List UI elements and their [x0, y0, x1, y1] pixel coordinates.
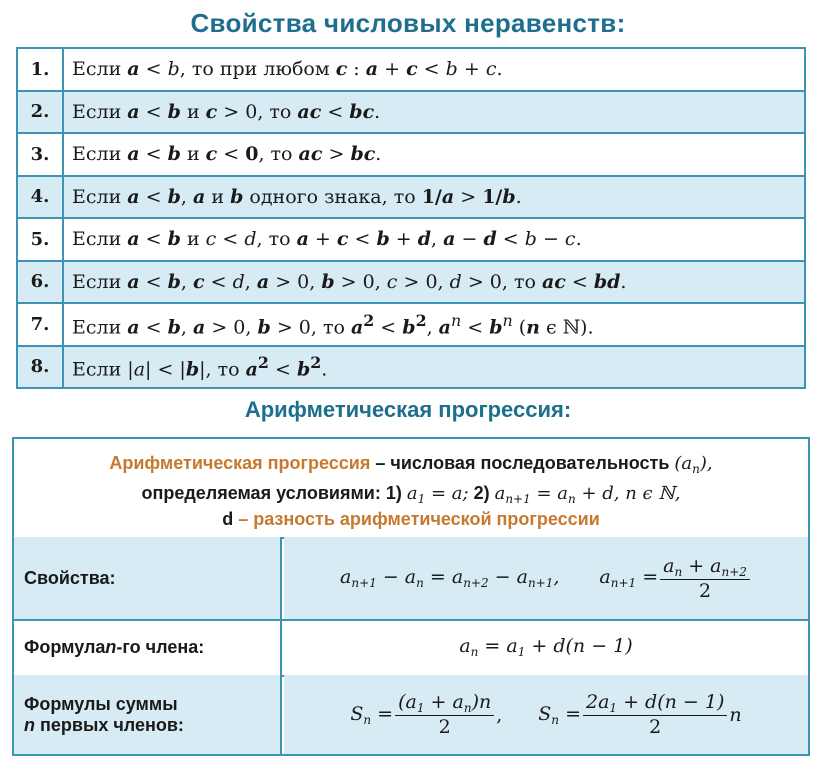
row-number: 7. — [17, 303, 63, 346]
table-row — [17, 303, 805, 346]
definition-line-1 — [14, 453, 808, 476]
row-number: 5. — [17, 218, 63, 261]
progression-term: Арифметическая прогрессия — [109, 453, 371, 473]
inequality-text: Если a < b, a и b одного знака, то 1/a > 1/b. — [63, 176, 805, 219]
label-text: первых членов: — [35, 714, 184, 735]
inequality-text: Если a < b, то при любом c : a + c < b + c. — [63, 48, 805, 91]
inequality-text: Если a < b и c < d, то a + c < b + d, a − d < b − c. — [63, 218, 805, 261]
progression-title: Арифметическая прогрессия: — [244, 397, 572, 422]
table-row — [17, 133, 805, 176]
properties-formula: $a_{n+1} - a_n = a_{n+2} - a_{n+1}$, $a_{n+1}$ = $\frac{a_n + a_{n+2}}{2}$ — [284, 537, 808, 619]
sum-formula: $S_n$ = $\frac{(a_1 + a_n)n}{2}$ , $S_n$ = $\frac{2a_1 + d(n - 1)}{2}$ n — [284, 675, 808, 754]
label-n: n — [105, 636, 117, 657]
sum-label — [14, 675, 282, 754]
progression-definition — [14, 439, 808, 539]
inequality-text: Если a < b, a > 0, b > 0, то $a^2 < b^2$, $a^n < b^n$ (n ϵ ℕ). — [63, 303, 805, 346]
progression-table — [12, 437, 810, 756]
nth-term-formula: $a_n = a_1 + d(n - 1)$ — [459, 635, 633, 659]
table-row — [17, 261, 805, 304]
inequalities-table — [16, 47, 806, 389]
table-row — [17, 218, 805, 261]
inequality-text: Если |a| < |b|, то $a^2 < b^2$. — [63, 346, 805, 389]
definition-text: – — [233, 509, 254, 529]
condition-1: $a_1 = a$; — [406, 483, 469, 506]
row-number: 4. — [17, 176, 63, 219]
inequality-text: Если a < b и c > 0, то ac < bc. — [63, 91, 805, 134]
definition-line-2 — [14, 483, 808, 506]
properties-label: Свойства: — [14, 537, 282, 619]
definition-line-3 — [14, 509, 808, 530]
inequality-text: Если a < b и c < 0, то ac > bc. — [63, 133, 805, 176]
label-text: Формула — [24, 636, 106, 657]
nth-term-row — [14, 619, 808, 677]
definition-text: – числовая последовательность — [370, 453, 675, 473]
inequality-text: Если a < b, c < d, a > 0, b > 0, c > 0, d > 0, то ac < bd. — [63, 261, 805, 304]
sum-row — [14, 675, 808, 754]
nth-term-label — [14, 619, 282, 675]
table-row — [17, 91, 805, 134]
row-number: 1. — [17, 48, 63, 91]
row-number: 3. — [17, 133, 63, 176]
table-row — [17, 176, 805, 219]
difference-symbol: d — [222, 509, 234, 529]
sequence-notation: $(a_n)$, — [674, 453, 713, 476]
definition-text: 2) — [468, 483, 495, 503]
properties-row — [14, 537, 808, 621]
label-text: Формулы суммы — [24, 693, 178, 714]
definition-text: определяемая условиями: 1) — [141, 483, 407, 503]
row-number: 2. — [17, 91, 63, 134]
label-text: -го члена: — [116, 636, 205, 657]
table-row — [17, 48, 805, 91]
row-number: 6. — [17, 261, 63, 304]
condition-2: $a_{n+1} = a_n + d$, n ϵ ℕ, — [494, 483, 681, 506]
label-n: n — [24, 714, 35, 735]
table-row — [17, 346, 805, 389]
row-number: 8. — [17, 346, 63, 389]
inequalities-title: Свойства числовых неравенств: — [190, 8, 626, 38]
difference-term: разность арифметической прогрессии — [253, 509, 600, 529]
